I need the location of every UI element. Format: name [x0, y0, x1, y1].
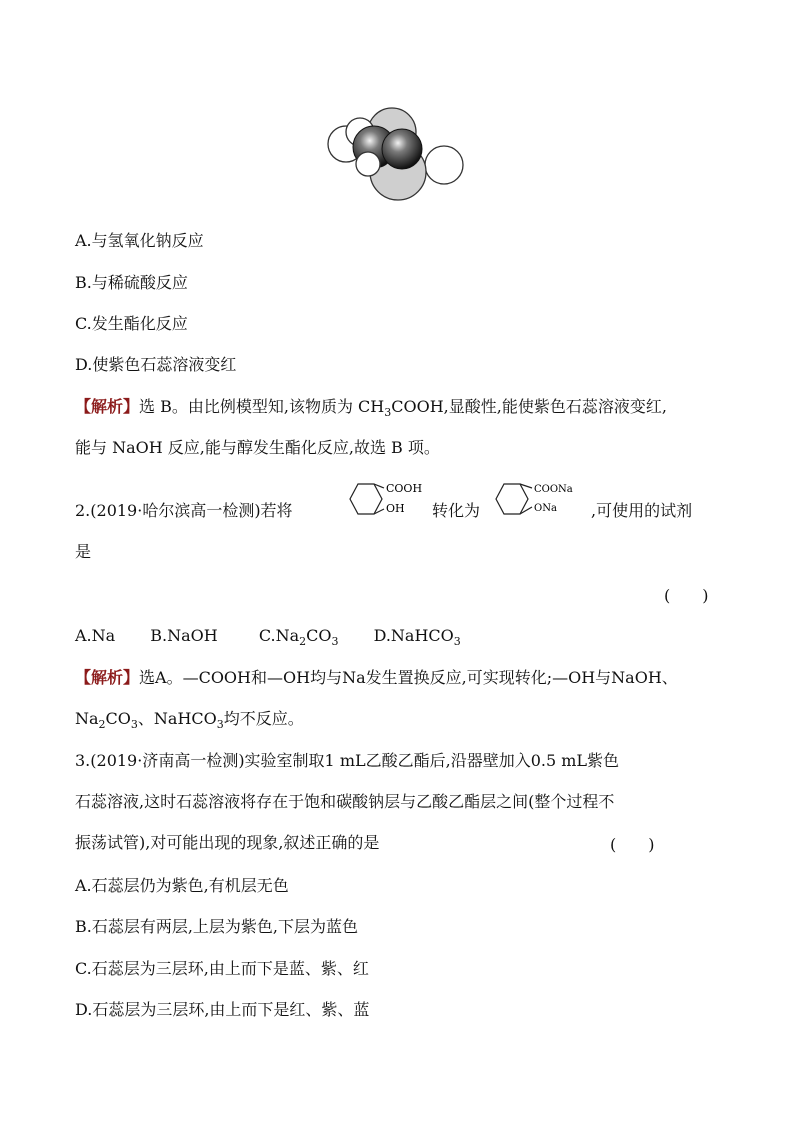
q2-option-b: B.NaOH — [150, 626, 218, 645]
q3-stem-line-2: 石蕊溶液,这时石蕊溶液将存在于饱和碳酸钠层与乙酸乙酯层之间(整个过程不 — [75, 792, 615, 811]
q2-stem-d: 是 — [75, 542, 92, 561]
q3-option-b: B.石蕊层有两层,上层为紫色,下层为蓝色 — [75, 917, 359, 936]
salicylic-acid-structure-icon — [340, 476, 432, 522]
q3-option-c: C.石蕊层为三层环,由上而下是蓝、紫、红 — [75, 959, 369, 978]
q2-stem-b: 转化为 — [432, 501, 481, 520]
analysis-tag: 【解析】 — [75, 397, 140, 416]
q1-option-c: C.发生酯化反应 — [75, 314, 188, 333]
q1-option-a: A.与氢氧化钠反应 — [75, 231, 204, 250]
q1-option-d: D.使紫色石蕊溶液变红 — [75, 355, 237, 374]
q1-option-b: B.与稀硫酸反应 — [75, 273, 188, 292]
struct1-bottom-label: OH — [386, 502, 405, 515]
q2-stem-c: ,可使用的试剂 — [591, 501, 693, 520]
q3-option-d: D.石蕊层为三层环,由上而下是红、紫、蓝 — [75, 1000, 370, 1019]
q3-stem-line-3: 振荡试管),对可能出现的现象,叙述正确的是 — [75, 833, 380, 852]
q1-analysis-line-2: 能与 NaOH 反应,能与醇发生酯化反应,故选 B 项。 — [75, 438, 440, 457]
q2-option-c: $C.Na_2CO_3$ — [258, 626, 339, 648]
q2-stem-a: 2.(2019·哈尔滨高一检测)若将 — [75, 501, 293, 520]
analysis-tag: 【解析】 — [75, 668, 140, 687]
q2-answer-bracket: ( ) — [664, 586, 709, 605]
q2-analysis-line-2: $Na_2CO_3$、NaHCO$_3$均不反应。 — [75, 709, 304, 731]
struct2-bottom-label: ONa — [534, 503, 557, 514]
struct2-top-label: COONa — [534, 484, 573, 495]
acetic-acid-model-icon — [322, 92, 468, 204]
q3-option-a: A.石蕊层仍为紫色,有机层无色 — [75, 876, 289, 895]
q2-options — [75, 625, 461, 653]
q3-answer-bracket: ( ) — [610, 835, 655, 854]
q2-option-a: A.Na — [75, 626, 116, 645]
q3-stem-line-1: 3.(2019·济南高一检测)实验室制取1 mL乙酸乙酯后,沿器壁加入0.5 mL紫色 — [75, 751, 620, 770]
q1-analysis-line-1: 【解析】选 B。由比例模型知,该物质为 $CH_3COOH$,显酸性,能使紫色石蕊溶液变红, — [75, 397, 667, 419]
q2-option-d: D.NaHCO$_3$ — [373, 626, 461, 648]
struct1-top-label: COOH — [386, 482, 423, 495]
sodium-salicylate-structure-icon — [490, 476, 590, 522]
q2-analysis-line-1: 【解析】选A。—COOH和—OH均与Na发生置换反应,可实现转化;—OH与NaOH、 — [75, 668, 678, 687]
